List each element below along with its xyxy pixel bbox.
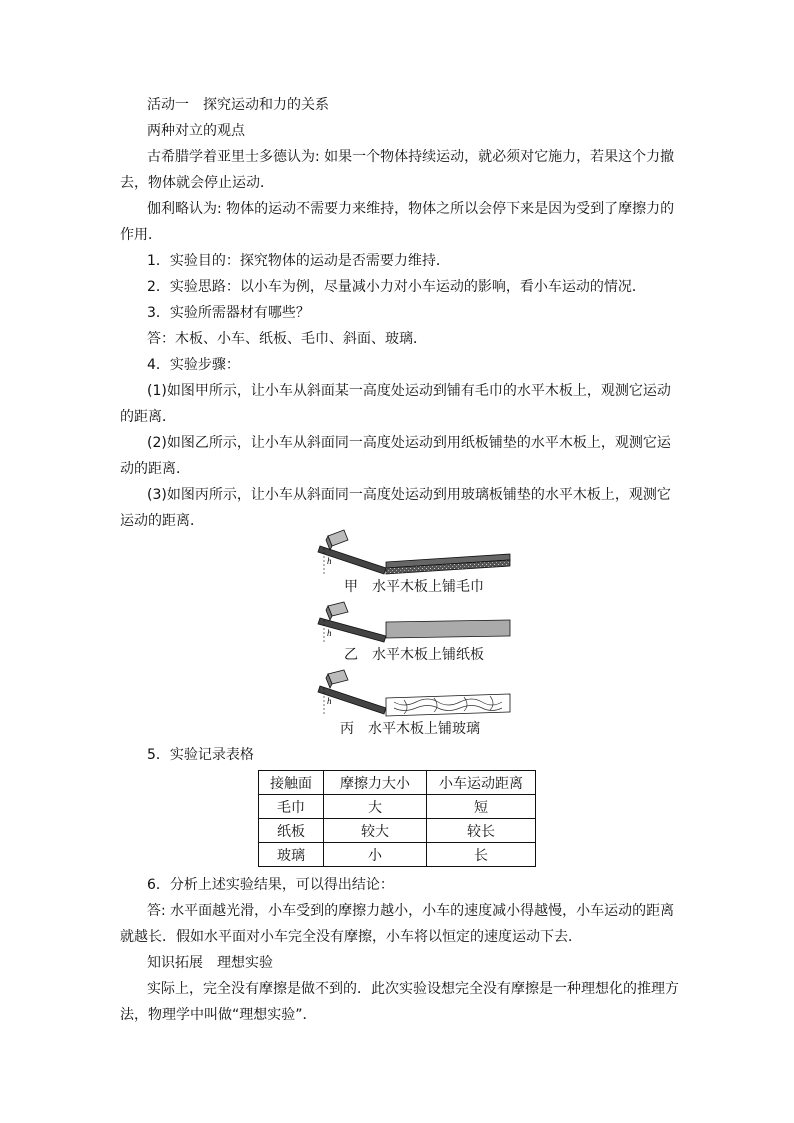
table-row [259, 795, 536, 819]
procedure-2-line-1: (2)如图乙所示，让小车从斜面同一高度处运动到用纸板铺垫的水平木板上，观测它运 [147, 435, 671, 451]
conclusion-line-1: 答: 水平面越光滑，小车受到的摩擦力越小，小车的速度减小得越慢，小车运动的距离 [147, 903, 675, 919]
header-distance: 小车运动距离 [427, 771, 536, 795]
conclusion-line-2: 就越长．假如水平面对小车完全没有摩擦，小车将以恒定的速度运动下去． [120, 929, 582, 945]
procedure-1-line-1: (1)如图甲所示，让小车从斜面某一高度处运动到铺有毛巾的水平木板上，观测它运动 [147, 383, 671, 399]
table-header-row [259, 771, 536, 795]
glass-board [386, 694, 510, 716]
record-table [258, 770, 536, 867]
figure-cardboard [314, 598, 514, 644]
table-cell: 较长 [427, 819, 536, 843]
table-row [259, 819, 536, 843]
height-label: h [327, 628, 332, 638]
table-cell: 毛巾 [259, 795, 324, 819]
step-2: 2．实验思路：以小车为例，尽量减小力对小车运动的影响，看小车运动的情况． [147, 279, 646, 295]
cart [326, 670, 348, 688]
table-cell: 纸板 [259, 819, 324, 843]
galileo-line-1: 伽利略认为: 物体的运动不需要力来维持，物体之所以会停下来是因为受到了摩擦力的 [147, 201, 675, 217]
extension-title: 知识拓展 理想实验 [147, 955, 273, 971]
table-cell: 较大 [324, 819, 427, 843]
answer-3: 答：木板、小车、纸板、毛巾、斜面、玻璃． [147, 331, 427, 347]
height-label: h [327, 696, 332, 706]
figure-caption-cardboard: 乙 水平木板上铺纸板 [344, 647, 484, 663]
table-cell: 玻璃 [259, 843, 324, 867]
header-surface: 接触面 [259, 771, 324, 795]
figure-caption-glass: 丙 水平木板上铺玻璃 [340, 721, 480, 737]
figure-towel [314, 524, 514, 578]
cardboard-board [386, 620, 510, 638]
procedure-1-line-2: 的距离． [120, 409, 176, 425]
figure-glass [314, 668, 514, 718]
height-label: h [327, 556, 332, 566]
table-row [259, 843, 536, 867]
cart [326, 602, 348, 620]
table-title: 5．实验记录表格 [147, 747, 254, 763]
table-cell: 大 [324, 795, 427, 819]
extension-line-2: 法，物理学中叫做“理想实验”． [120, 1007, 317, 1023]
step-6: 6．分析上述实验结果，可以得出结论： [147, 877, 394, 893]
table-cell: 小 [324, 843, 427, 867]
step-4: 4．实验步骤： [147, 357, 240, 373]
galileo-line-2: 作用． [120, 227, 162, 243]
procedure-2-line-2: 动的距离． [120, 461, 190, 477]
header-friction: 摩擦力大小 [324, 771, 427, 795]
extension-line-1: 实际上，完全没有摩擦是做不到的．此次实验设想完全没有摩擦是一种理想化的推理方 [147, 981, 679, 997]
procedure-3-line-2: 运动的距离． [120, 513, 204, 529]
aristotle-line-2: 去，物体就会停止运动． [120, 175, 274, 191]
table-cell: 短 [427, 795, 536, 819]
step-1: 1．实验目的：探究物体的运动是否需要力维持． [147, 253, 450, 269]
figure-caption-towel: 甲 水平木板上铺毛巾 [344, 579, 484, 595]
cart [326, 530, 348, 550]
table-cell: 长 [427, 843, 536, 867]
activity-title: 活动一 探究运动和力的关系 [147, 97, 329, 113]
step-3: 3．实验所需器材有哪些？ [147, 305, 310, 321]
towel-board [386, 554, 510, 574]
procedure-3-line-1: (3)如图丙所示，让小车从斜面同一高度处运动到用玻璃板铺垫的水平木板上，观测它 [147, 487, 671, 503]
aristotle-line-1: 古希腊学着亚里士多德认为: 如果一个物体持续运动，就必须对它施力，若果这个力撤 [147, 149, 675, 165]
activity-subtitle: 两种对立的观点 [147, 123, 245, 139]
